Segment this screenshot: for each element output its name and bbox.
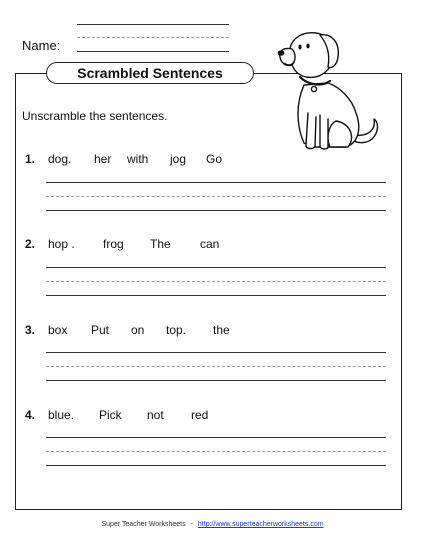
name-label: Name: [22, 38, 61, 53]
scrambled-word: dog. [48, 152, 72, 166]
question-number: 2. [25, 237, 36, 251]
question-number: 4. [25, 408, 36, 422]
answer-baseline [46, 465, 386, 466]
scrambled-word: can [200, 237, 220, 251]
worksheet-title: Scrambled Sentences [46, 62, 254, 84]
scrambled-word: Go [206, 152, 223, 166]
scrambled-word: not [147, 408, 164, 422]
answer-line[interactable] [46, 437, 386, 438]
footer-separator: - [190, 521, 193, 528]
name-input-line[interactable] [77, 51, 229, 52]
scrambled-word: jog [170, 152, 187, 166]
footer-brand: Super Teacher Worksheets [101, 521, 186, 528]
answer-line[interactable] [46, 352, 386, 353]
scrambled-word: hop . [48, 237, 75, 251]
answer-guide-line [46, 281, 386, 282]
footer [0, 521, 425, 528]
answer-guide-line [46, 196, 386, 197]
scrambled-word: on [131, 323, 145, 337]
question-number: 1. [25, 152, 36, 166]
scrambled-word: the [213, 323, 230, 337]
scrambled-word: box [48, 323, 68, 337]
instruction-text: Unscramble the sentences. [22, 109, 168, 123]
footer-link[interactable]: http://www.superteacherworksheets.com [197, 521, 324, 528]
answer-line[interactable] [46, 267, 386, 268]
dog-illustration-icon [274, 25, 384, 155]
answer-baseline [46, 210, 386, 211]
scrambled-word: Put [91, 323, 110, 337]
answer-baseline [46, 295, 386, 296]
scrambled-word: The [150, 237, 171, 251]
name-top-line [77, 24, 229, 25]
name-dash-line [77, 37, 229, 38]
scrambled-word: frog [103, 237, 124, 251]
scrambled-word: blue. [48, 408, 75, 422]
scrambled-word: top. [166, 323, 187, 337]
answer-guide-line [46, 366, 386, 367]
scrambled-word: Pick [99, 408, 122, 422]
answer-baseline [46, 380, 386, 381]
question-number: 3. [25, 323, 36, 337]
scrambled-word: with [127, 152, 149, 166]
answer-guide-line [46, 451, 386, 452]
answer-line[interactable] [46, 182, 386, 183]
scrambled-word: her [94, 152, 112, 166]
scrambled-word: red [191, 408, 209, 422]
